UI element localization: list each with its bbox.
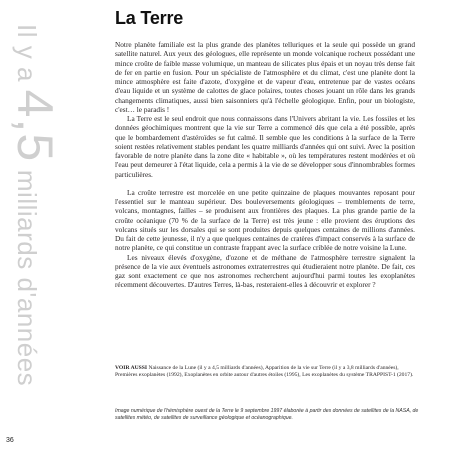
paragraph: Les niveaux élevés d'oxygène, d'ozone et de méthane de l'atmosphère terrestre signalent la présence de la vie aux éventuels astronomes extraterrestres qui étudieraient notre planète. De fait, ces gaz sont exactement ce que nos astronomes recherchent aujourd'hui parmi toutes les exoplanètes récemment découvertes. D'autres Terres, là-bas, resteraient-elles à découvrir et explorer ? <box>115 252 415 290</box>
paragraph: Notre planète familiale est la plus grande des planètes telluriques et la seule qui possède un grand satellite naturel. Aux yeux des géologues, elle représente un monde volcanique rocheux possédant une mince croûte de faible masse volumique, un manteau de silicates plus épais et un noyau très dense fait de fer en partie en fusion. Pour un spécialiste de l'atmosphère et du climat, c'est une planète dont la mince atmosphère est faite d'azote, d'oxygène et de vapeur d'eau, entretenue par de vastes océans d'eau liquide et un système de calottes de glace polaires, toutes choses jouant un rôle dans les grands changements climatiques, aussi bien saisonniers qu'à l'échelle géologique. Enfin, pour un biologiste, c'est… le paradis ! <box>115 40 415 114</box>
see-also <box>115 365 415 380</box>
paragraph: La Terre est le seul endroit que nous connaissons dans l'Univers abritant la vie. Les fossiles et les données géochimiques montrent que la vie sur Terre a commencé dès que cela a été possible, après que le bombardement d'astéroïdes se fut calmé. Il semble que les conditions à la surface de la Terre soient restées relativement stables pendant les quatre milliards d'années qui ont suivi. Avec la position favorable de notre planète dans la zone dite « habitable », où les températures restent modérées et où l'eau peut demeurer à l'état liquide, cela a permis à la vie de se développer sous d'innombrables formes particulières. <box>115 114 415 179</box>
page-number: 36 <box>6 437 14 444</box>
paragraph: La croûte terrestre est morcelée en une petite quinzaine de plaques mouvantes reposant pour l'essentiel sur le manteau supérieur. Des bouleversements géologiques – tremblements de terre, volcans, montagnes, failles – se produisent aux frontières des plaques. La plus grande partie de la croûte océanique (70 % de la surface de la Terre) est très jeune : elle provient des éruptions des volcans situés sur les dorsales qui se sont produites depuis quelques centaines de millions d'années. Du fait de cette jeunesse, il n'y a que quelques centaines de cratères d'impact conservés à la surface de notre planète, ce qui constitue un contraste frappant avec la surface criblée de notre voisine la Lune. <box>115 187 415 253</box>
side-heading-suffix: milliards d'années <box>12 162 42 387</box>
see-also-text: Naissance de la Lune (il y a 4,5 milliards d'années), Apparition de la vie sur Terre (il y a 3,8 milliards d'années), Premières exoplanètes (1992), Exoplanètes en orbite autour d'autres étoiles (1995), Les exoplanètes du système TRAPPIST-1 (2017). <box>115 365 414 379</box>
see-also-label: VOIR AUSSI <box>115 365 148 371</box>
side-heading-number: 4,5 <box>7 89 63 163</box>
body-text <box>115 40 415 290</box>
page-title: La Terre <box>115 8 184 28</box>
side-heading-prefix: Il y a <box>12 24 42 90</box>
side-heading <box>7 24 63 387</box>
image-caption: Image numérique de l'hémisphère ouest de la Terre le 9 septembre 1997 élaborée à partir des données de satellites de la NASA, de satellites météo, de satellites de surveillance géologique et océanographique. <box>115 408 419 421</box>
